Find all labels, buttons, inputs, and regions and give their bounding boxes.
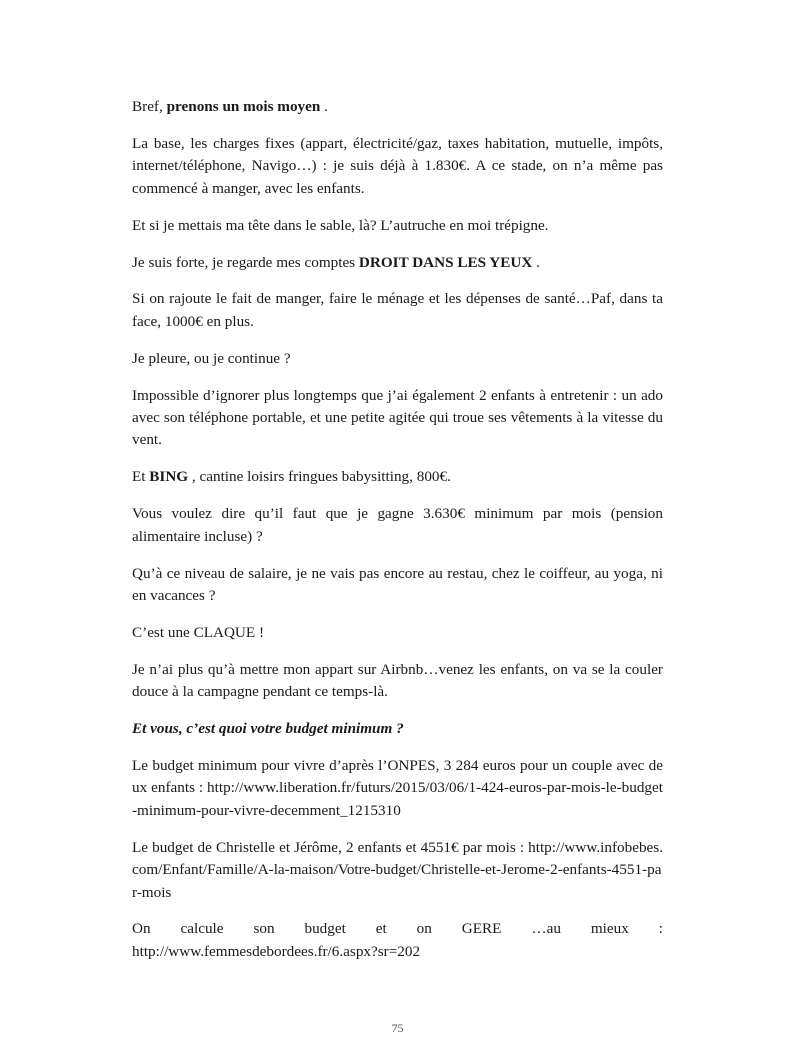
paragraph-bing — [132, 466, 663, 488]
paragraph-cry: Je pleure, ou je continue ? — [132, 349, 291, 367]
paragraph-femmesdebordees — [132, 918, 663, 963]
text: . — [532, 253, 540, 271]
paragraph-ostrich: Et si je mettais ma tête dans le sable, là? L’autruche en moi trépigne. — [132, 216, 549, 234]
paragraph-airbnb: Je n’ai plus qu’à mettre mon appart sur Airbnb…venez les enfants, on va se la couler douce à la campagne pendant ce temps-là. — [132, 660, 663, 701]
paragraph-onpes-link: Le budget minimum pour vivre d’après l’ONPES, 3 284 euros pour un couple avec deux enfants : http://www.liberation.fr/futurs/2015/03/06/1-424-euros-par-mois-le-budget-minimum-pour-vivre-decemment_1215310 — [132, 757, 663, 819]
document-page — [132, 96, 663, 978]
bold-text: BING — [149, 468, 189, 486]
text: Je suis forte, je regarde mes comptes — [132, 253, 359, 271]
bold-text: DROIT DANS LES YEUX — [358, 253, 533, 271]
paragraph-earn: Vous voulez dire qu’il faut que je gagne 3.630€ minimum par mois (pension alimentaire incluse) ? — [132, 505, 663, 545]
paragraph-food: Si on rajoute le fait de manger, faire le ménage et les dépenses de santé…Paf, dans ta face, 1000€ en plus. — [132, 290, 663, 330]
paragraph-fixed-charges: La base, les charges fixes (appart, électricité/gaz, taxes habitation, mutuelle, impôts, internet/téléphone, Navigo…) : je suis déjà à 1.830€. A ce stade, on n’a même pas commencé à manger, avec les enfants. — [132, 134, 663, 197]
paragraph-intro — [132, 96, 663, 118]
text: Bref, — [132, 98, 167, 115]
text: Et — [132, 468, 150, 486]
paragraph-infobebes-link: Le budget de Christelle et Jérôme, 2 enfants et 4551€ par mois : http://www.infobebes.com/Enfant/Famille/A-la-maison/Votre-budget/Christelle-et-Jerome-2-enfants-4551-par-mois — [132, 838, 663, 901]
section-heading: Et vous, c’est quoi votre budget minimum ? — [132, 720, 404, 738]
page-number: 75 — [391, 1021, 404, 1035]
bold-text: prenons un mois moyen — [166, 98, 321, 115]
paragraph-salary: Qu’à ce niveau de salaire, je ne vais pas encore au restau, chez le coiffeur, au yoga, ni en vacances ? — [132, 564, 663, 604]
link-text: http://www.femmesdebordees.fr/6.aspx?sr=202 — [132, 942, 421, 960]
text: , cantine loisirs fringues babysitting, 800€. — [188, 468, 451, 486]
text-line: On calcule son budget et on GERE …au mieux : — [132, 920, 663, 938]
paragraph-claque: C’est une CLAQUE ! — [132, 623, 265, 641]
text: . — [320, 98, 328, 115]
paragraph-accounts — [132, 252, 663, 274]
paragraph-children: Impossible d’ignorer plus longtemps que j’ai également 2 enfants à entretenir : un ado avec son téléphone portable, et une petite agitée qui troue ses vêtements à la vitesse du vent. — [132, 386, 663, 449]
